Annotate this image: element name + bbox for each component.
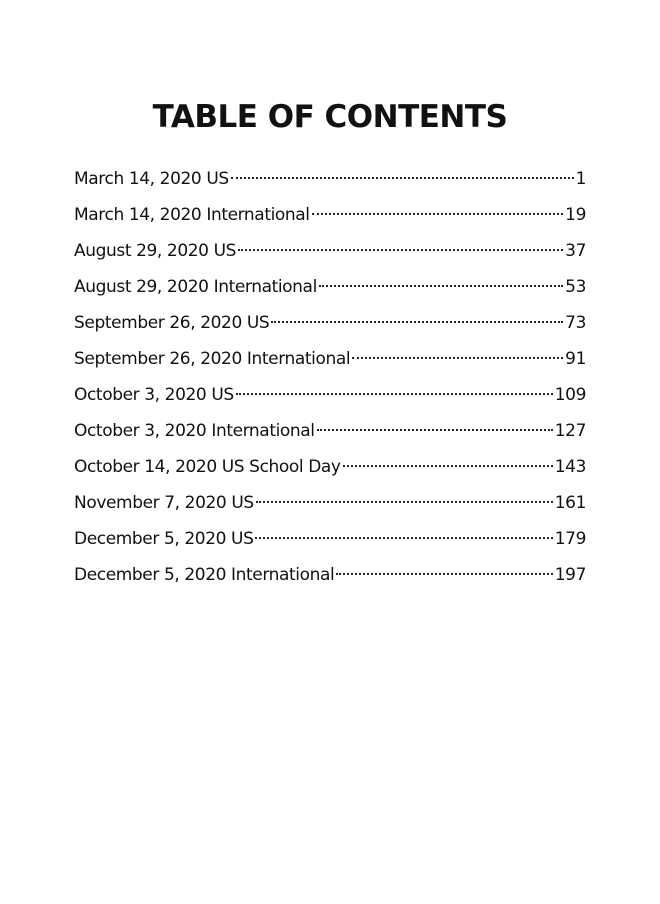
toc-entry-label: March 14, 2020 International xyxy=(74,205,310,225)
toc-entry-page: 1 xyxy=(575,169,586,189)
toc-entry-label: November 7, 2020 US xyxy=(74,493,254,513)
toc-entry-page: 37 xyxy=(565,241,586,261)
toc-entry xyxy=(74,490,586,526)
dot-leader xyxy=(255,537,552,539)
toc-entry xyxy=(74,382,586,418)
toc-entry-label: December 5, 2020 International xyxy=(74,565,335,585)
dot-leader xyxy=(238,249,563,251)
dot-leader xyxy=(256,501,553,503)
dot-leader xyxy=(319,285,563,287)
toc-entry-page: 73 xyxy=(565,313,586,333)
dot-leader xyxy=(271,321,563,323)
toc-entry-label: October 14, 2020 US School Day xyxy=(74,457,341,477)
toc-entry xyxy=(74,346,586,382)
toc-entry-label: March 14, 2020 US xyxy=(74,169,229,189)
dot-leader xyxy=(336,573,552,575)
dot-leader xyxy=(231,177,574,179)
toc-entry xyxy=(74,238,586,274)
toc-entry-page: 161 xyxy=(554,493,586,513)
page-title: TABLE OF CONTENTS xyxy=(152,98,508,135)
toc-entry-label: October 3, 2020 International xyxy=(74,421,315,441)
toc-entry-label: September 26, 2020 International xyxy=(74,349,351,369)
toc-entry xyxy=(74,562,586,598)
dot-leader xyxy=(312,213,564,215)
toc-entry xyxy=(74,202,586,238)
dot-leader xyxy=(352,357,563,359)
toc-entry-page: 91 xyxy=(565,349,586,369)
toc-entry xyxy=(74,418,586,454)
toc-entry xyxy=(74,166,586,202)
toc-entry xyxy=(74,310,586,346)
dot-leader xyxy=(236,393,553,395)
toc-entry xyxy=(74,526,586,562)
toc-entry-page: 53 xyxy=(565,277,586,297)
dot-leader xyxy=(343,465,553,467)
toc-entry-page: 179 xyxy=(554,529,586,549)
toc-entry-page: 143 xyxy=(554,457,586,477)
toc-entry-page: 109 xyxy=(554,385,586,405)
toc-entry-label: October 3, 2020 US xyxy=(74,385,234,405)
toc-entry-label: December 5, 2020 US xyxy=(74,529,254,549)
toc-entry-page: 19 xyxy=(565,205,586,225)
toc-entry xyxy=(74,274,586,310)
toc-list xyxy=(74,166,586,598)
toc-entry-page: 197 xyxy=(554,565,586,585)
dot-leader xyxy=(317,429,553,431)
toc-entry-page: 127 xyxy=(554,421,586,441)
toc-entry xyxy=(74,454,586,490)
toc-entry-label: September 26, 2020 US xyxy=(74,313,270,333)
toc-entry-label: August 29, 2020 US xyxy=(74,241,237,261)
toc-entry-label: August 29, 2020 International xyxy=(74,277,317,297)
